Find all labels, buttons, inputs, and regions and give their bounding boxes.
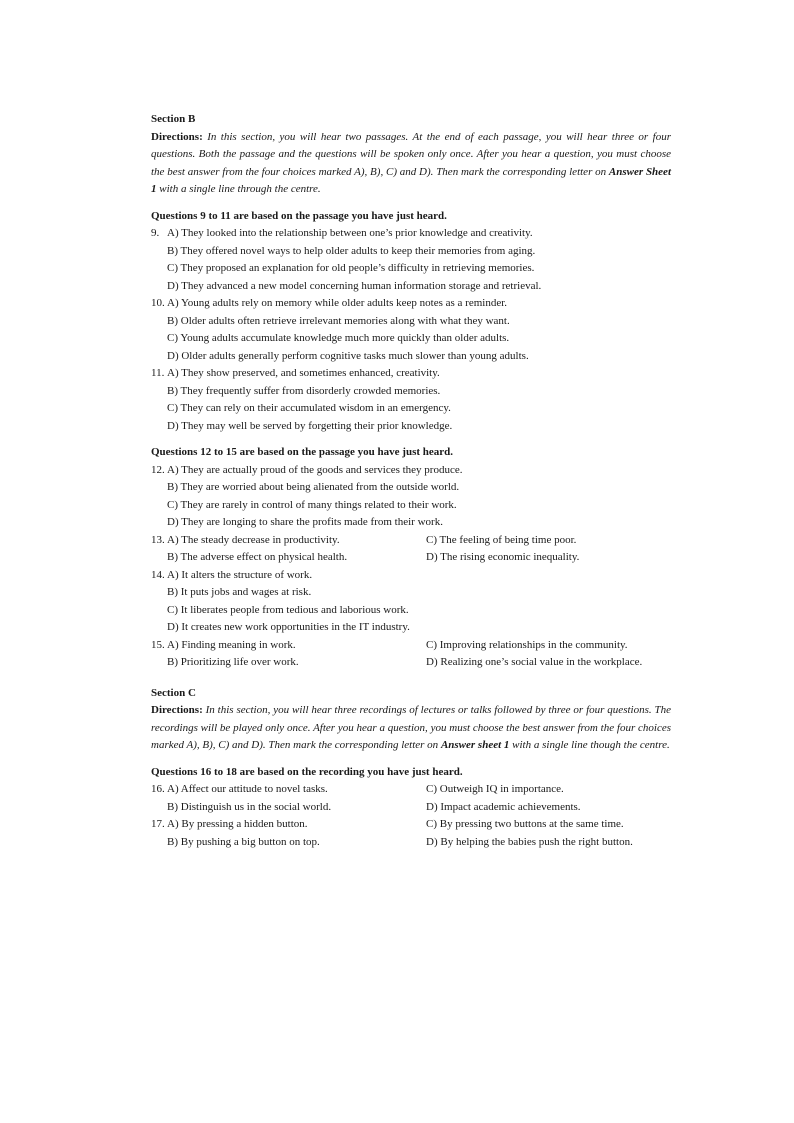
question-16 xyxy=(151,781,671,816)
option-a: A) It alters the structure of work. xyxy=(167,568,313,581)
option-a: A) They are actually proud of the goods and services they produce. xyxy=(167,463,463,476)
directions-label: Directions: xyxy=(151,704,203,716)
section-b-title: Section B xyxy=(151,113,196,125)
question-number: 17. xyxy=(151,818,165,830)
question-group-title-16-18: Questions 16 to 18 are based on the recording you have just heard. xyxy=(151,765,463,778)
question-number: 12. xyxy=(151,463,165,476)
question-12 xyxy=(151,462,671,532)
question-group-title-12-15: Questions 12 to 15 are based on the passage you have just heard. xyxy=(151,446,454,458)
option-b: B) Distinguish us in the social world. xyxy=(167,800,332,813)
question-10 xyxy=(151,295,671,365)
question-number: 15. xyxy=(151,638,165,651)
section-c-title: Section C xyxy=(151,686,196,699)
question-group-title-9-11: Questions 9 to 11 are based on the passage you have just heard. xyxy=(151,209,447,222)
option-b: B) They are worried about being alienated from the outside world. xyxy=(167,481,460,493)
option-b: B) They offered novel ways to help older adults to keep their memories from aging. xyxy=(167,244,536,257)
option-c: C) The feeling of being time poor. xyxy=(426,533,577,546)
question-9 xyxy=(151,225,671,295)
option-d: D) Realizing one’s social value in the workplace. xyxy=(426,656,643,668)
option-d: D) They advanced a new model concerning human information storage and retrieval. xyxy=(167,279,542,292)
option-c: C) By pressing two buttons at the same time. xyxy=(426,818,624,830)
option-d: D) It creates new work opportunities in the IT industry. xyxy=(167,621,410,633)
question-13 xyxy=(151,532,671,567)
section-b xyxy=(151,111,671,672)
option-a: A) The steady decrease in productivity. xyxy=(167,533,340,546)
option-b: B) Older adults often retrieve irrelevant memories along with what they want. xyxy=(167,314,510,327)
directions-text-part2: with a single line through the centre. xyxy=(156,183,321,195)
directions-label: Directions: xyxy=(151,130,203,143)
answer-sheet-label: Answer sheet 1 xyxy=(440,739,510,751)
option-a: A) They show preserved, and sometimes enhanced, creativity. xyxy=(167,367,440,379)
option-c: C) It liberates people from tedious and laborious work. xyxy=(167,603,409,616)
option-b: B) The adverse effect on physical health. xyxy=(167,551,348,563)
section-b-directions xyxy=(151,129,671,199)
directions-text-part2: with a single line though the centre. xyxy=(509,739,670,751)
option-c: C) Young adults accumulate knowledge much more quickly than older adults. xyxy=(167,332,510,344)
question-17 xyxy=(151,816,671,851)
directions-text-part1: In this section, you will hear three recordings of lectures or talks followed by three or four questions. The recordings will be played only once. After you hear a question, you must choose the best answer from the four choices marked A), B), C) and D). Then mark the corresponding letter on xyxy=(151,704,671,751)
question-number: 14. xyxy=(151,568,165,581)
directions-text-part1: In this section, you will hear two passages. At the end of each passage, you will hear three or four questions. Both the passage and the questions will be spoken only once. After you hear a question, you must choose the best answer from the four choices marked A), B), C) and D). Then mark the corresponding letter on xyxy=(151,130,671,178)
section-c xyxy=(151,685,671,852)
question-11 xyxy=(151,365,671,435)
option-d: D) The rising economic inequality. xyxy=(426,551,580,563)
answer-sheet-label: Answer Sheet 1 xyxy=(151,165,671,195)
section-c-directions xyxy=(151,702,671,755)
option-c: C) They proposed an explanation for old people’s difficulty in retrieving memories. xyxy=(167,262,535,274)
question-number: 9. xyxy=(151,227,160,239)
option-d: D) By helping the babies push the right button. xyxy=(426,835,633,848)
option-a: A) They looked into the relationship between one’s prior knowledge and creativity. xyxy=(167,227,533,239)
option-b: B) It puts jobs and wages at risk. xyxy=(167,586,312,598)
question-number: 16. xyxy=(151,783,165,795)
question-15 xyxy=(151,637,671,672)
option-d: D) Impact academic achievements. xyxy=(426,800,581,813)
question-14 xyxy=(151,567,671,637)
question-number: 11. xyxy=(151,367,165,379)
option-b: B) They frequently suffer from disorderly crowded memories. xyxy=(167,384,441,397)
option-a: A) Affect our attitude to novel tasks. xyxy=(167,783,328,795)
option-a: A) By pressing a hidden button. xyxy=(167,818,308,830)
option-d: D) They may well be served by forgetting their prior knowledge. xyxy=(167,419,453,432)
option-d: D) They are longing to share the profits made from their work. xyxy=(167,516,443,528)
option-d: D) Older adults generally perform cognitive tasks much slower than young adults. xyxy=(167,349,529,362)
option-c: C) They are rarely in control of many things related to their work. xyxy=(167,498,457,511)
exam-page xyxy=(151,111,671,851)
option-a: A) Finding meaning in work. xyxy=(167,638,296,651)
option-c: C) Improving relationships in the community. xyxy=(426,638,628,651)
option-b: B) By pushing a big button on top. xyxy=(167,835,320,848)
option-a: A) Young adults rely on memory while older adults keep notes as a reminder. xyxy=(167,297,508,309)
option-c: C) They can rely on their accumulated wisdom in an emergency. xyxy=(167,402,451,414)
question-number: 13. xyxy=(151,533,165,546)
question-number: 10. xyxy=(151,297,165,309)
option-c: C) Outweigh IQ in importance. xyxy=(426,783,564,795)
option-b: B) Prioritizing life over work. xyxy=(167,656,299,668)
